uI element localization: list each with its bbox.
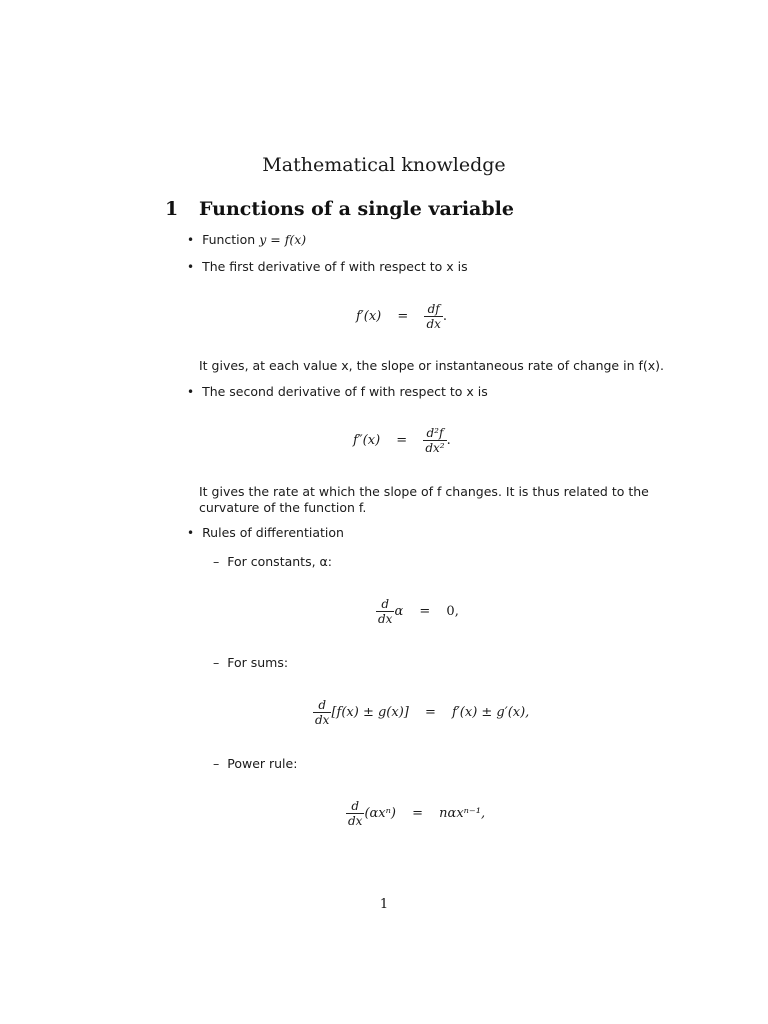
eq-tail: . [446,433,451,448]
bullet-second-derivative [187,384,488,399]
eq-rel: = [396,433,408,448]
eq-fraction [346,799,364,828]
first-derivative-text: The first derivative of f with respect to x is [202,259,468,274]
eq-lhs-tail: [f(x) ± g(x)] [331,705,409,720]
dash-icon: – [213,655,220,670]
eq-denominator: dx [426,317,441,331]
eq-fraction [423,426,446,455]
rule-constants-equation [376,597,459,626]
document-title: Mathematical knowledge [262,154,506,176]
function-expression: y = f(x) [259,232,307,247]
rule-power-equation [346,799,485,828]
rules-label: Rules of differentiation [202,525,344,540]
eq-denominator: dx [348,814,363,828]
second-derivative-equation [353,426,451,455]
rule-sums [213,655,288,670]
rule-sums-equation [313,698,529,727]
first-derivative-equation [356,302,447,331]
eq-rel: = [424,705,436,720]
eq-numerator: d [381,597,390,611]
rule-label: For sums: [227,655,289,670]
page-number: 1 [379,897,389,912]
bullet-icon: • [187,233,195,247]
bullet-rules [187,525,344,540]
section-title: Functions of a single variable [199,198,514,220]
eq-tail: . [442,309,448,324]
dash-icon: – [213,554,220,569]
rule-power [213,756,297,771]
eq-lhs-tail: (αxⁿ) [364,806,396,821]
eq-fraction [424,302,442,331]
eq-denominator: dx [378,612,393,626]
bullet-icon: • [187,260,195,274]
eq-denominator: dx [315,713,330,727]
bullet-function [187,232,306,247]
second-derivative-note-line-1: It gives the rate at which the slope of f changes. It is thus related to the [199,484,649,499]
eq-lhs-tail: α [394,604,404,619]
dash-icon: – [213,756,220,771]
bullet-first-derivative [187,259,468,274]
rule-label: For constants, α: [227,554,332,569]
second-derivative-note-line-2: curvature of the function f. [199,500,367,515]
eq-lhs: f″(x) [353,433,381,448]
eq-rhs: nαxⁿ⁻¹, [439,806,486,821]
eq-numerator: d²f [426,426,444,440]
bullet-icon: • [187,526,195,540]
eq-numerator: d [318,698,327,712]
eq-rhs: 0, [446,604,459,619]
eq-fraction [376,597,394,626]
eq-rel: = [419,604,431,619]
first-derivative-note: It gives, at each value x, the slope or instantaneous rate of change in f(x). [199,358,664,373]
eq-fraction [313,698,331,727]
eq-numerator: df [427,302,440,316]
second-derivative-text: The second derivative of f with respect to x is [202,384,488,399]
section-number: 1 [165,198,179,220]
eq-denominator: dx² [425,441,445,455]
eq-rhs: f′(x) ± g′(x), [452,705,530,720]
eq-lhs: f′(x) [356,309,382,324]
eq-numerator: d [351,799,360,813]
bullet-icon: • [187,385,195,399]
rule-label: Power rule: [227,756,298,771]
eq-rel: = [397,309,409,324]
function-label: Function [202,232,256,247]
rule-constants [213,554,332,569]
eq-rel: = [412,806,424,821]
